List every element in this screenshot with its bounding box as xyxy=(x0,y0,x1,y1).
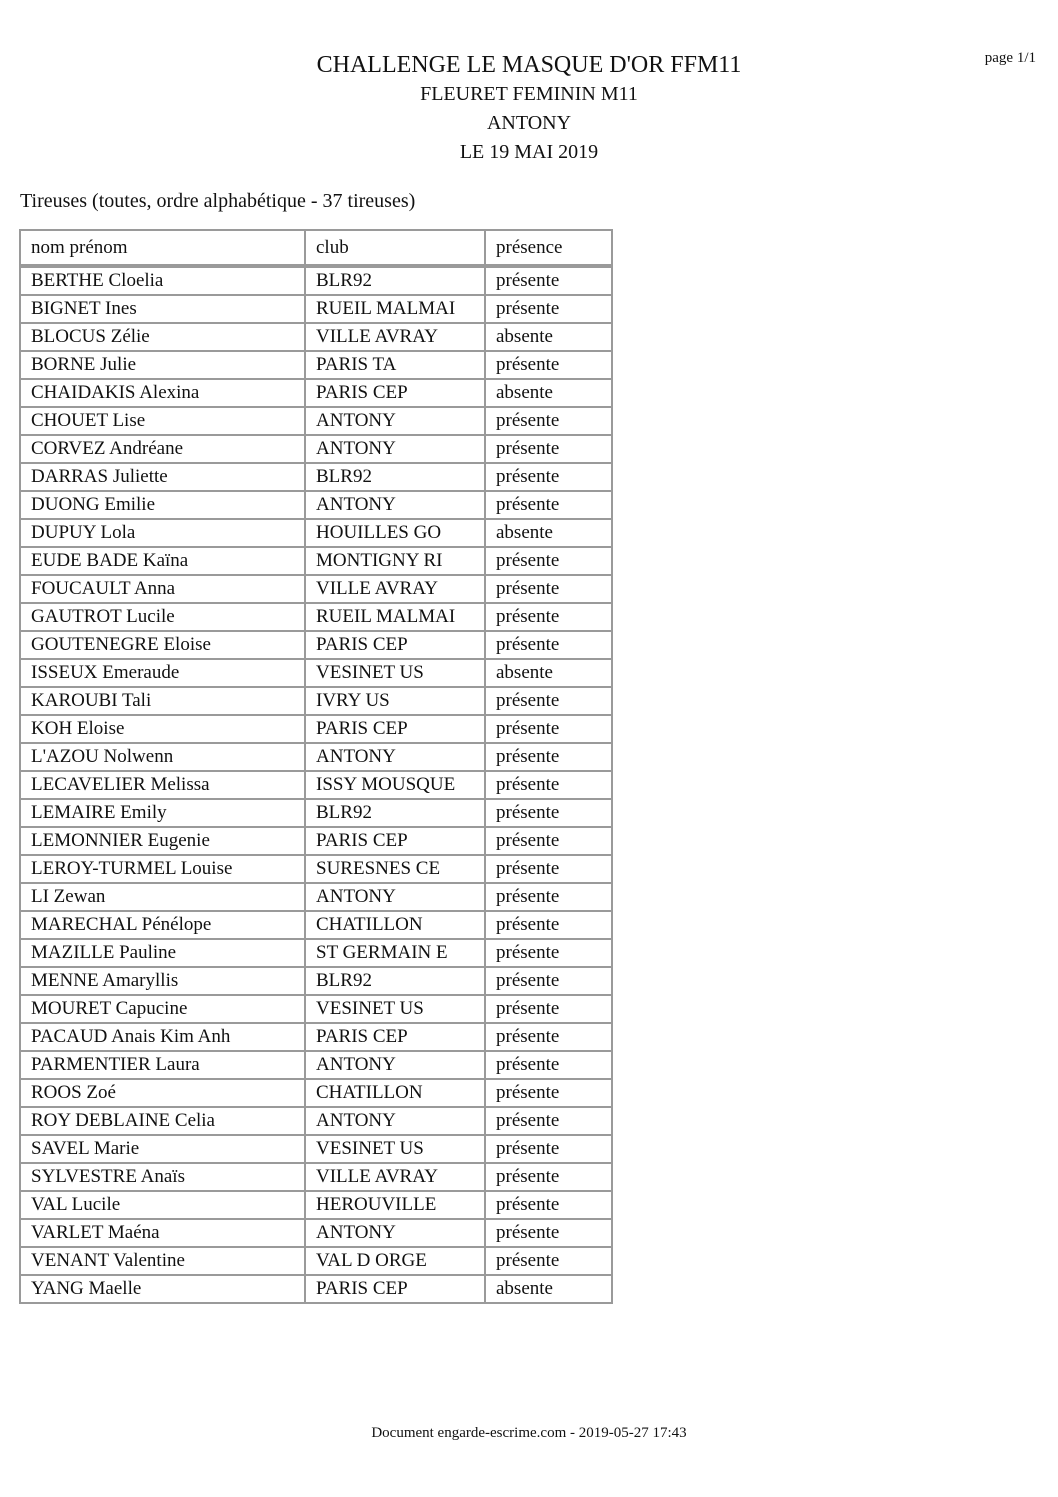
fencer-name-cell: FOUCAULT Anna xyxy=(20,575,305,603)
presence-cell: présente xyxy=(485,1107,612,1135)
fencer-name-cell: CHOUET Lise xyxy=(20,407,305,435)
club-cell: ANTONY xyxy=(305,435,485,463)
presence-cell: présente xyxy=(485,1247,612,1275)
table-row xyxy=(20,603,612,631)
presence-cell: absente xyxy=(485,659,612,687)
presence-cell: présente xyxy=(485,547,612,575)
fencer-name-cell: ROY DEBLAINE Celia xyxy=(20,1107,305,1135)
club-cell: ANTONY xyxy=(305,491,485,519)
presence-cell: présente xyxy=(485,1163,612,1191)
club-cell: ST GERMAIN E xyxy=(305,939,485,967)
club-cell: MONTIGNY RI xyxy=(305,547,485,575)
presence-cell: présente xyxy=(485,799,612,827)
table-row xyxy=(20,547,612,575)
competition-title: CHALLENGE LE MASQUE D'OR FFM11 xyxy=(316,52,742,78)
fencer-name-cell: ISSEUX Emeraude xyxy=(20,659,305,687)
club-cell: IVRY US xyxy=(305,687,485,715)
fencer-name-cell: PARMENTIER Laura xyxy=(20,1051,305,1079)
presence-cell: présente xyxy=(485,771,612,799)
presence-cell: présente xyxy=(485,266,612,295)
presence-cell: présente xyxy=(485,911,612,939)
table-row xyxy=(20,771,612,799)
presence-cell: présente xyxy=(485,1219,612,1247)
fencer-name-cell: MENNE Amaryllis xyxy=(20,967,305,995)
presence-cell: présente xyxy=(485,463,612,491)
club-cell: SURESNES CE xyxy=(305,855,485,883)
presence-cell: présente xyxy=(485,631,612,659)
fencer-name-cell: CHAIDAKIS Alexina xyxy=(20,379,305,407)
table-row xyxy=(20,575,612,603)
table-row xyxy=(20,1247,612,1275)
fencer-name-cell: KOH Eloise xyxy=(20,715,305,743)
column-header-presence: présence xyxy=(485,230,612,266)
club-cell: PARIS TA xyxy=(305,351,485,379)
table-row xyxy=(20,967,612,995)
fencer-name-cell: LI Zewan xyxy=(20,883,305,911)
table-row xyxy=(20,995,612,1023)
club-cell: VESINET US xyxy=(305,1135,485,1163)
fencer-name-cell: EUDE BADE Kaïna xyxy=(20,547,305,575)
table-header-row xyxy=(20,230,612,266)
table-row xyxy=(20,827,612,855)
fencer-name-cell: BERTHE Cloelia xyxy=(20,266,305,295)
presence-cell: présente xyxy=(485,939,612,967)
club-cell: HEROUVILLE xyxy=(305,1191,485,1219)
fencer-roster-table xyxy=(19,229,613,1304)
club-cell: VESINET US xyxy=(305,659,485,687)
presence-cell: présente xyxy=(485,855,612,883)
club-cell: PARIS CEP xyxy=(305,379,485,407)
table-row xyxy=(20,1163,612,1191)
table-row xyxy=(20,687,612,715)
table-row xyxy=(20,379,612,407)
presence-cell: présente xyxy=(485,743,612,771)
presence-cell: présente xyxy=(485,407,612,435)
fencer-name-cell: VAL Lucile xyxy=(20,1191,305,1219)
event-subtitle: FLEURET FEMININ M11 xyxy=(420,83,638,105)
fencer-name-cell: LEMAIRE Emily xyxy=(20,799,305,827)
fencer-name-cell: L'AZOU Nolwenn xyxy=(20,743,305,771)
presence-cell: absente xyxy=(485,323,612,351)
presence-cell: présente xyxy=(485,435,612,463)
club-cell: BLR92 xyxy=(305,463,485,491)
club-cell: CHATILLON xyxy=(305,911,485,939)
club-cell: VILLE AVRAY xyxy=(305,575,485,603)
club-cell: BLR92 xyxy=(305,967,485,995)
table-row xyxy=(20,1051,612,1079)
club-cell: CHATILLON xyxy=(305,1079,485,1107)
presence-cell: présente xyxy=(485,491,612,519)
table-body xyxy=(20,266,612,1303)
fencer-name-cell: BORNE Julie xyxy=(20,351,305,379)
club-cell: RUEIL MALMAI xyxy=(305,603,485,631)
presence-cell: absente xyxy=(485,519,612,547)
column-header-club: club xyxy=(305,230,485,266)
presence-cell: présente xyxy=(485,603,612,631)
club-cell: PARIS CEP xyxy=(305,1023,485,1051)
presence-cell: présente xyxy=(485,351,612,379)
fencer-name-cell: PACAUD Anais Kim Anh xyxy=(20,1023,305,1051)
table-row xyxy=(20,351,612,379)
fencer-name-cell: MARECHAL Pénélope xyxy=(20,911,305,939)
presence-cell: présente xyxy=(485,883,612,911)
fencer-name-cell: BLOCUS Zélie xyxy=(20,323,305,351)
presence-cell: présente xyxy=(485,295,612,323)
club-cell: PARIS CEP xyxy=(305,631,485,659)
section-title: Tireuses (toutes, ordre alphabétique - 37 tireuses) xyxy=(20,190,416,212)
presence-cell: présente xyxy=(485,1191,612,1219)
club-cell: VILLE AVRAY xyxy=(305,1163,485,1191)
table-row xyxy=(20,1079,612,1107)
club-cell: ANTONY xyxy=(305,743,485,771)
fencer-name-cell: CORVEZ Andréane xyxy=(20,435,305,463)
fencer-name-cell: DUPUY Lola xyxy=(20,519,305,547)
column-header-name: nom prénom xyxy=(20,230,305,266)
presence-cell: présente xyxy=(485,1023,612,1051)
club-cell: RUEIL MALMAI xyxy=(305,295,485,323)
club-cell: VESINET US xyxy=(305,995,485,1023)
table-row xyxy=(20,1135,612,1163)
fencer-name-cell: LECAVELIER Melissa xyxy=(20,771,305,799)
club-cell: VAL D ORGE xyxy=(305,1247,485,1275)
table-row xyxy=(20,435,612,463)
table-row xyxy=(20,1275,612,1303)
table-row xyxy=(20,855,612,883)
club-cell: PARIS CEP xyxy=(305,827,485,855)
fencer-name-cell: KAROUBI Tali xyxy=(20,687,305,715)
club-cell: HOUILLES GO xyxy=(305,519,485,547)
fencer-name-cell: SYLVESTRE Anaïs xyxy=(20,1163,305,1191)
presence-cell: présente xyxy=(485,1051,612,1079)
presence-cell: présente xyxy=(485,1135,612,1163)
table-row xyxy=(20,1107,612,1135)
fencer-name-cell: LEROY-TURMEL Louise xyxy=(20,855,305,883)
presence-cell: présente xyxy=(485,1079,612,1107)
document-footer: Document engarde-escrime.com - 2019-05-27 17:43 xyxy=(371,1425,687,1441)
fencer-name-cell: DUONG Emilie xyxy=(20,491,305,519)
table-row xyxy=(20,1023,612,1051)
table-row xyxy=(20,295,612,323)
club-cell: ANTONY xyxy=(305,1051,485,1079)
club-cell: PARIS CEP xyxy=(305,1275,485,1303)
presence-cell: présente xyxy=(485,967,612,995)
fencer-name-cell: VENANT Valentine xyxy=(20,1247,305,1275)
table-row xyxy=(20,743,612,771)
fencer-name-cell: VARLET Maéna xyxy=(20,1219,305,1247)
presence-cell: présente xyxy=(485,715,612,743)
table-row xyxy=(20,631,612,659)
table-row xyxy=(20,1219,612,1247)
presence-cell: présente xyxy=(485,995,612,1023)
table-row xyxy=(20,715,612,743)
table-row xyxy=(20,323,612,351)
club-cell: BLR92 xyxy=(305,266,485,295)
presence-cell: présente xyxy=(485,687,612,715)
table-row xyxy=(20,799,612,827)
fencer-name-cell: BIGNET Ines xyxy=(20,295,305,323)
club-cell: VILLE AVRAY xyxy=(305,323,485,351)
fencer-name-cell: ROOS Zoé xyxy=(20,1079,305,1107)
club-cell: ANTONY xyxy=(305,1107,485,1135)
fencer-name-cell: YANG Maelle xyxy=(20,1275,305,1303)
document-header xyxy=(0,50,1058,167)
fencer-name-cell: GOUTENEGRE Eloise xyxy=(20,631,305,659)
club-cell: PARIS CEP xyxy=(305,715,485,743)
fencer-name-cell: MAZILLE Pauline xyxy=(20,939,305,967)
table-row xyxy=(20,939,612,967)
table-row xyxy=(20,407,612,435)
club-cell: ANTONY xyxy=(305,883,485,911)
table-row xyxy=(20,883,612,911)
event-location: ANTONY xyxy=(486,112,572,134)
presence-cell: absente xyxy=(485,379,612,407)
presence-cell: absente xyxy=(485,1275,612,1303)
page-number: page 1/1 xyxy=(984,50,1036,66)
club-cell: ANTONY xyxy=(305,1219,485,1247)
club-cell: BLR92 xyxy=(305,799,485,827)
fencer-name-cell: GAUTROT Lucile xyxy=(20,603,305,631)
table-row xyxy=(20,659,612,687)
fencer-name-cell: DARRAS Juliette xyxy=(20,463,305,491)
table-row xyxy=(20,463,612,491)
fencer-name-cell: SAVEL Marie xyxy=(20,1135,305,1163)
fencer-name-cell: LEMONNIER Eugenie xyxy=(20,827,305,855)
fencer-name-cell: MOURET Capucine xyxy=(20,995,305,1023)
table-row xyxy=(20,911,612,939)
table-row xyxy=(20,266,612,295)
table-row xyxy=(20,1191,612,1219)
table-row xyxy=(20,519,612,547)
presence-cell: présente xyxy=(485,575,612,603)
event-date: LE 19 MAI 2019 xyxy=(459,141,599,163)
table-row xyxy=(20,491,612,519)
club-cell: ISSY MOUSQUE xyxy=(305,771,485,799)
club-cell: ANTONY xyxy=(305,407,485,435)
presence-cell: présente xyxy=(485,827,612,855)
